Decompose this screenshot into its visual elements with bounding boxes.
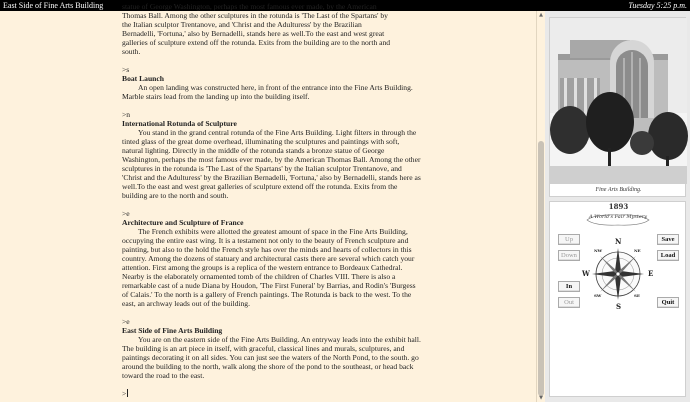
room-title: East Side of Fine Arts Building [122, 326, 223, 335]
room-title: Boat Launch [122, 74, 164, 83]
navigation-panel [549, 201, 686, 397]
out-button[interactable]: Out [558, 297, 580, 308]
photo-caption: Fine Arts Building. [595, 187, 642, 193]
logo-text: A World's Fair Mystery [588, 214, 648, 220]
compass-southeast[interactable]: SE [634, 293, 640, 298]
compass-southwest[interactable]: SW [594, 293, 602, 298]
compass-west[interactable]: W [582, 269, 590, 278]
compass-north[interactable]: N [615, 237, 622, 246]
location-photo-frame [549, 17, 686, 197]
top-line: Thomas Ball. Among the other sculptures in the rotunda is 'The Last of the Spartans' by [122, 11, 388, 20]
transcript-top-fragment [122, 2, 422, 56]
game-logo [585, 212, 651, 226]
fine-arts-building-photo [550, 18, 687, 184]
game-time: Tuesday 5:25 p.m. [628, 1, 687, 10]
transcript-entry [122, 317, 422, 380]
top-line: south. [122, 47, 141, 56]
scrollbar-thumb[interactable] [538, 141, 544, 396]
transcript-window[interactable] [0, 2, 536, 402]
compass-rose[interactable] [582, 237, 654, 311]
game-year: 1893 [608, 202, 629, 211]
command-input-line[interactable] [122, 389, 422, 398]
room-title: Architecture and Sculpture of France [122, 218, 244, 227]
command-text: >e [122, 317, 130, 326]
room-description: You are on the eastern side of the Fine Arts Building. An entryway leads into the exhibit hall. The building is an art piece in itself, with graceful, classical lines and murals, sculptures, and paintings decorating it on all sides. You can just see the waters of the North Pond, to the south. go around the building to the north, walk along the shore of the pond to the southeast, or head back toward the road to the east. [122, 335, 421, 380]
quit-button[interactable]: Quit [657, 297, 679, 308]
room-description: An open landing was constructed here, in front of the entrance into the Fine Arts Building. Marble stairs lead from the landing up into the building itself. [122, 83, 413, 101]
up-button[interactable]: Up [558, 234, 580, 245]
side-panel [545, 11, 690, 402]
transcript-entry [122, 110, 422, 200]
transcript-entry [122, 209, 422, 308]
transcript-scrollbar[interactable] [536, 11, 545, 402]
top-line: the Italian sculptor Trentanove, and 'Christ and the Adulturess' by the Brazilian [122, 20, 362, 29]
command-text: >e [122, 209, 130, 218]
in-button[interactable]: In [558, 281, 580, 292]
text-caret [127, 389, 128, 397]
scroll-up-arrow-icon[interactable]: ▲ [539, 12, 543, 18]
transcript-content [122, 2, 422, 398]
scroll-down-arrow-icon[interactable]: ▼ [539, 395, 543, 401]
prompt-symbol: > [122, 389, 127, 398]
top-line: galleries of sculpture extend off the rotunda. Exits from the building are to the north and [122, 38, 391, 47]
compass-northeast[interactable]: NE [634, 248, 641, 253]
compass-northwest[interactable]: NW [594, 248, 603, 253]
down-button[interactable]: Down [558, 250, 580, 261]
transcript-entry [122, 65, 422, 101]
location-title: East Side of Fine Arts Building [3, 1, 104, 10]
compass-south[interactable]: S [616, 302, 622, 311]
room-description: The French exhibits were allotted the greatest amount of space in the Fine Arts Building, occupying the entire east wing. It is a testament not only to the beauty of French sculpture and painting, but also to the hold the French style has over the minds and hearts of collectors in this country. Among the dozens of statuary and architectural casts there are several which catch your attention. First among the groups is a replica of the western entrance to Bordeaux Cathedral. Nearby is the elaborately ornamented tomb of the children of Charles VIII. There is also a remarkable cast of a nude Diana by Houdon, 'The First Funeral' by Barrias, and Rodin's 'Burgess of Calais.' To the north is a gallery of French paintings. The Rotunda is back to the west. To the east, an archway leads out of the building. [122, 227, 416, 308]
room-description: You stand in the grand central rotunda of the Fine Arts Building. Light filters in through the tinted glass of the great dome overhead, illuminating the sculptures and paintings with soft, natural lighting. Directly in the middle of the rotunda stands a bronze statue of George Washington, perhaps the most famous ever made, by the American Thomas Ball. Among the other sculptures in the rotunda is 'The Last of the Spartans' by the Italian sculptor Trentanove, and 'Christ and the Adulturess' by the Brazilian Bernadelli, 'Fortuna,' also by Bernadelli, stands here as well.To the east and west great galleries of sculpture extend off the rotunda. Exits from the building are to the north and south. [122, 128, 421, 200]
top-line: Bernadelli, 'Fortuna,' also by Bernadelli, stands here as well.To the east and west great [122, 29, 385, 38]
load-button[interactable]: Load [657, 250, 679, 261]
command-text: >n [122, 110, 131, 119]
compass-east[interactable]: E [648, 269, 654, 278]
save-button[interactable]: Save [657, 234, 679, 245]
command-text: >s [122, 65, 130, 74]
top-line: statue of George Washington, perhaps the most famous ever made, by the American [122, 2, 377, 11]
room-title: International Rotunda of Sculpture [122, 119, 237, 128]
